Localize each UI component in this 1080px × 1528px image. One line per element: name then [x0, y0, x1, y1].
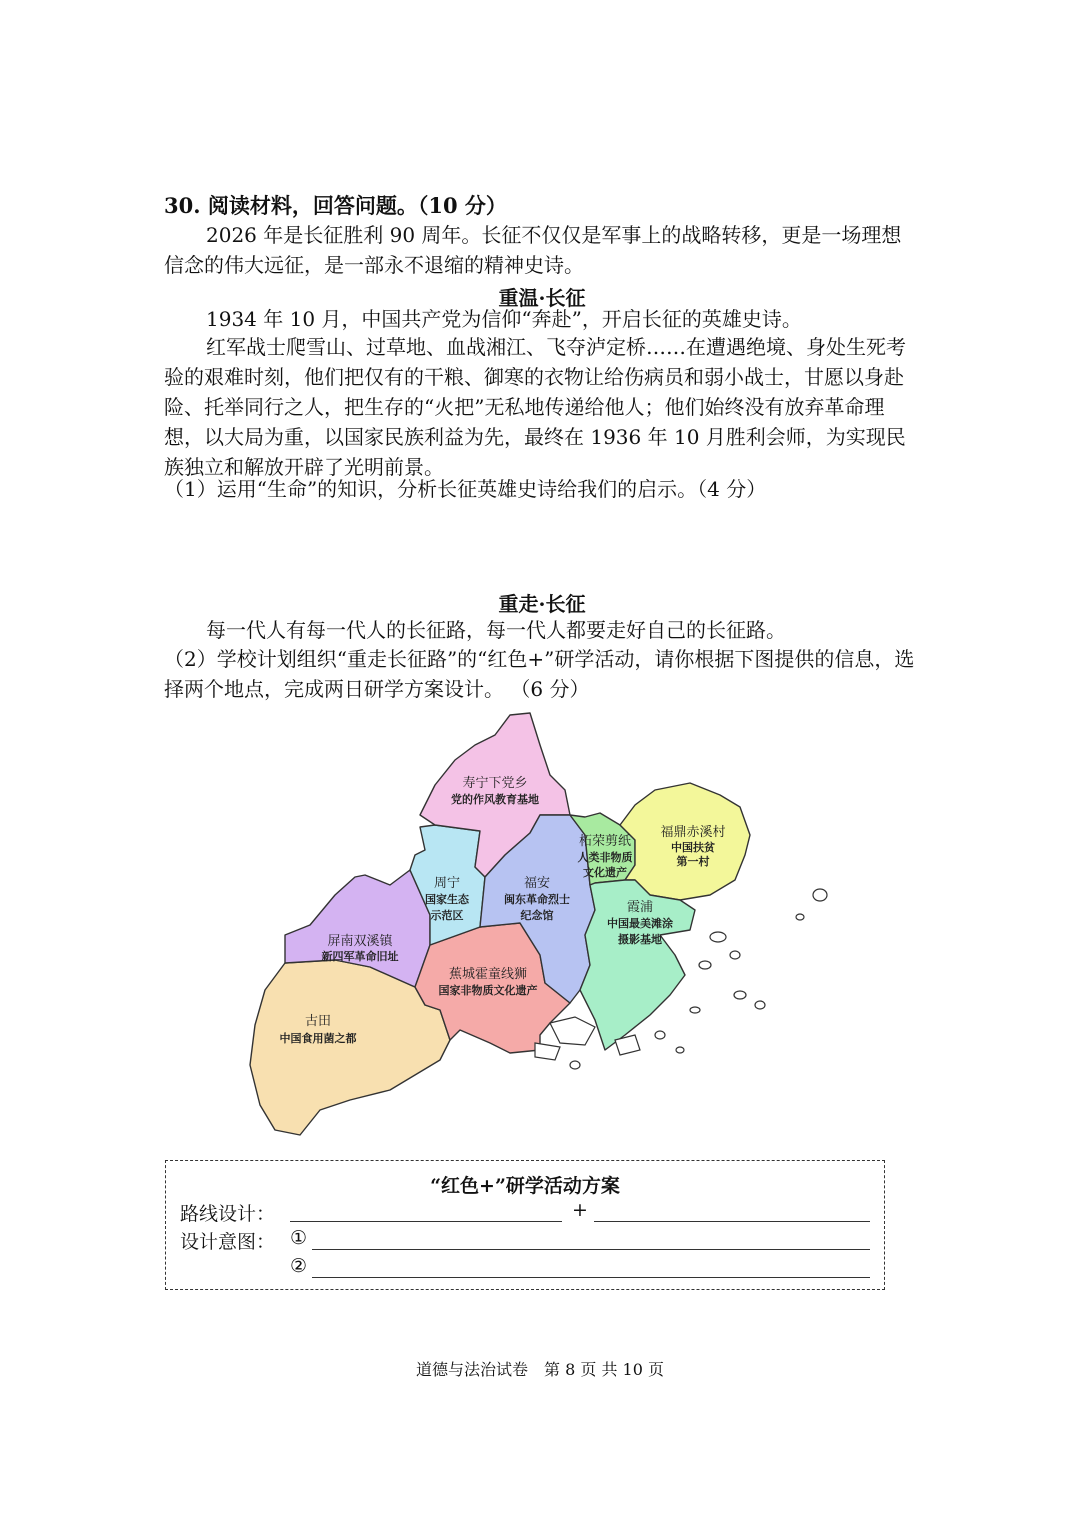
section1-title: 重温·长征	[498, 286, 586, 310]
label-gutian-desc: 中国食用菌之都	[279, 1032, 357, 1045]
label-shouning-desc: 党的作风教育基地	[451, 793, 539, 806]
label-xiapu-desc1: 中国最美滩涂	[607, 917, 673, 930]
plan-box	[165, 1160, 885, 1290]
label-gutian: 古田	[304, 1014, 332, 1029]
route-blank-2[interactable]	[594, 1221, 870, 1222]
intent-item-1: ①	[290, 1227, 308, 1249]
question-intro: 2026 年是长征胜利 90 周年。长征不仅仅是军事上的战略转移，更是一场理想信念的伟大远征，是一部永不退缩的精神史诗。	[164, 223, 902, 277]
plan-title: “红色+”研学活动方案	[430, 1175, 620, 1197]
intent-blank-2[interactable]	[312, 1277, 870, 1278]
intent-item-2: ②	[290, 1255, 308, 1277]
intent-label: 设计意图：	[180, 1231, 276, 1253]
label-fuding-desc2: 第一村	[676, 855, 710, 868]
section2-subquestion: （2）学校计划组织“重走长征路”的“红色+”研学活动，请你根据下图提供的信息，选择两个地点，完成两日研学方案设计。 （6 分）	[164, 647, 915, 701]
route-label: 路线设计：	[180, 1203, 276, 1225]
question-title: 30. 阅读材料，回答问题。（10 分）	[164, 193, 507, 218]
label-zhouning-desc1: 国家生态	[425, 893, 469, 906]
label-fuding: 福鼎赤溪村	[660, 825, 726, 840]
label-fuan-desc1: 闽东革命烈士	[504, 893, 570, 906]
label-fuan: 福安	[523, 876, 551, 891]
label-zhouning-desc2: 示范区	[430, 909, 464, 922]
label-pingnan-desc: 新四军革命旧址	[321, 950, 399, 963]
route-plus: +	[572, 1199, 588, 1221]
page-footer: 道德与法治试卷 第 8 页 共 10 页	[416, 1360, 664, 1379]
section1-para2: 红军战士爬雪山、过草地、血战湘江、飞夺泸定桥……在遭遇绝境、身处生死考验的艰难时刻，他们把仅有的干粮、御寒的衣物让给伤病员和弱小战士，甘愿以身赴险、托举同行之人，把生存的“火把”无私地传递给他人；他们始终没有放弃革命理想，以大局为重，以国家民族利益为先，最终在 1936 年 10 月胜利会师，为实现民族独立和解放开辟了光明前景。	[164, 335, 906, 479]
label-pingnan: 屏南双溪镇	[327, 934, 393, 949]
label-jiaocheng-desc: 国家非物质文化遗产	[438, 984, 538, 997]
section1-para1: 1934 年 10 月，中国共产党为信仰“奔赴”，开启长征的英雄史诗。	[206, 307, 802, 331]
section2-para1: 每一代人有每一代人的长征路，每一代人都要走好自己的长征路。	[206, 618, 786, 642]
label-zherong-desc1: 人类非物质	[577, 851, 633, 864]
ningde-map	[240, 705, 850, 1145]
label-jiaocheng: 蕉城霍童线狮	[448, 967, 528, 982]
intent-blank-1[interactable]	[312, 1249, 870, 1250]
label-zhouning: 周宁	[433, 876, 461, 891]
route-blank-1[interactable]	[290, 1221, 562, 1222]
label-xiapu: 霞浦	[626, 900, 654, 915]
label-shouning: 寿宁下党乡	[462, 776, 528, 791]
label-zherong-desc2: 文化遗产	[583, 866, 627, 879]
section2-title: 重走·长征	[498, 592, 586, 616]
section1-subquestion: （1）运用“生命”的知识，分析长征英雄史诗给我们的启示。（4 分）	[164, 477, 767, 501]
label-fuan-desc2: 纪念馆	[520, 909, 554, 922]
label-zherong: 柘荣剪纸	[578, 834, 632, 849]
label-fuding-desc1: 中国扶贫	[671, 841, 715, 854]
label-xiapu-desc2: 摄影基地	[618, 933, 662, 946]
